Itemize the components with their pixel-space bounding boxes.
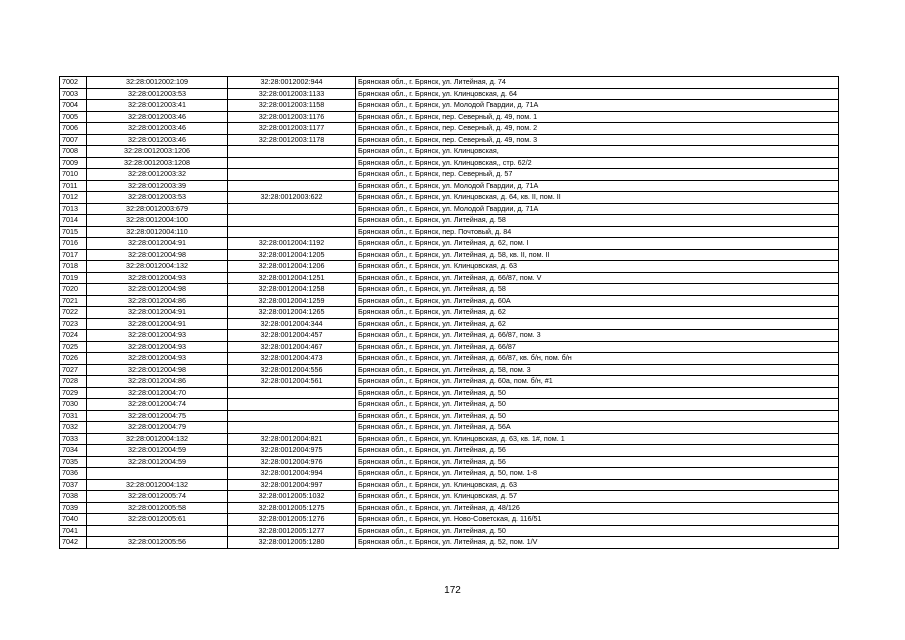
address-cell: Брянская обл., г. Брянск, ул. Литейная, д. 50, пом. 1-8 [356,468,839,480]
object-cadastral-number-cell: 32:28:0012003:1133 [228,88,356,100]
address-cell: Брянская обл., г. Брянск, ул. Клинцовская, д. 64 [356,88,839,100]
table-row [60,238,839,250]
row-number-cell: 7024 [60,330,87,342]
object-cadastral-number-cell [228,169,356,181]
object-cadastral-number-cell [228,410,356,422]
object-cadastral-number-cell: 32:28:0012004:975 [228,445,356,457]
cadastral-number-cell: 32:28:0012004:132 [87,479,228,491]
registry-table [59,76,839,549]
object-cadastral-number-cell [228,226,356,238]
address-cell: Брянская обл., г. Брянск, ул. Литейная, д. 62 [356,307,839,319]
object-cadastral-number-cell: 32:28:0012004:994 [228,468,356,480]
table-row [60,100,839,112]
address-cell: Брянская обл., г. Брянск, ул. Литейная, д. 66/87, пом. 3 [356,330,839,342]
table-row [60,422,839,434]
address-cell: Брянская обл., г. Брянск, пер. Северный, д. 49, пом. 1 [356,111,839,123]
cadastral-number-cell: 32:28:0012004:79 [87,422,228,434]
table-row [60,353,839,365]
row-number-cell: 7037 [60,479,87,491]
object-cadastral-number-cell: 32:28:0012005:1275 [228,502,356,514]
cadastral-number-cell: 32:28:0012005:58 [87,502,228,514]
table-row [60,88,839,100]
table-row [60,203,839,215]
object-cadastral-number-cell: 32:28:0012003:1178 [228,134,356,146]
row-number-cell: 7032 [60,422,87,434]
row-number-cell: 7034 [60,445,87,457]
table-row [60,146,839,158]
table-row [60,249,839,261]
row-number-cell: 7039 [60,502,87,514]
object-cadastral-number-cell [228,215,356,227]
address-cell: Брянская обл., г. Брянск, ул. Клинцовская, д. 63 [356,261,839,273]
object-cadastral-number-cell [228,146,356,158]
cadastral-number-cell: 32:28:0012003:32 [87,169,228,181]
object-cadastral-number-cell: 32:28:0012005:1276 [228,514,356,526]
row-number-cell: 7005 [60,111,87,123]
address-cell: Брянская обл., г. Брянск, ул. Молодой Гвардии, д. 71А [356,180,839,192]
object-cadastral-number-cell: 32:28:0012004:1265 [228,307,356,319]
table-row [60,180,839,192]
row-number-cell: 7021 [60,295,87,307]
object-cadastral-number-cell: 32:28:0012004:344 [228,318,356,330]
address-cell: Брянская обл., г. Брянск, ул. Литейная, д. 48/126 [356,502,839,514]
row-number-cell: 7040 [60,514,87,526]
address-cell: Брянская обл., г. Брянск, ул. Литейная, д. 58, кв. II, пом. II [356,249,839,261]
address-cell: Брянская обл., г. Брянск, ул. Литейная, д. 58 [356,215,839,227]
table-row [60,514,839,526]
table-row [60,157,839,169]
address-cell: Брянская обл., г. Брянск, ул. Литейная, д. 62 [356,318,839,330]
row-number-cell: 7012 [60,192,87,204]
cadastral-number-cell: 32:28:0012005:61 [87,514,228,526]
row-number-cell: 7038 [60,491,87,503]
cadastral-number-cell: 32:28:0012004:59 [87,445,228,457]
table-row [60,226,839,238]
cadastral-number-cell: 32:28:0012003:1208 [87,157,228,169]
cadastral-number-cell: 32:28:0012004:100 [87,215,228,227]
address-cell: Брянская обл., г. Брянск, ул. Литейная, д. 50 [356,525,839,537]
table-row [60,77,839,89]
address-cell: Брянская обл., г. Брянск, ул. Литейная, д. 58, пом. 3 [356,364,839,376]
object-cadastral-number-cell: 32:28:0012005:1032 [228,491,356,503]
row-number-cell: 7004 [60,100,87,112]
cadastral-number-cell: 32:28:0012004:132 [87,261,228,273]
cadastral-number-cell: 32:28:0012004:110 [87,226,228,238]
row-number-cell: 7014 [60,215,87,227]
cadastral-number-cell: 32:28:0012003:679 [87,203,228,215]
object-cadastral-number-cell: 32:28:0012004:1192 [228,238,356,250]
row-number-cell: 7036 [60,468,87,480]
table-row [60,295,839,307]
row-number-cell: 7026 [60,353,87,365]
row-number-cell: 7019 [60,272,87,284]
object-cadastral-number-cell [228,180,356,192]
row-number-cell: 7015 [60,226,87,238]
object-cadastral-number-cell: 32:28:0012004:473 [228,353,356,365]
address-cell: Брянская обл., г. Брянск, ул. Литейная, д. 66/87, пом. V [356,272,839,284]
cadastral-number-cell: 32:28:0012003:1206 [87,146,228,158]
row-number-cell: 7027 [60,364,87,376]
cadastral-number-cell: 32:28:0012004:93 [87,341,228,353]
cadastral-number-cell: 32:28:0012004:98 [87,249,228,261]
table-row [60,433,839,445]
cadastral-number-cell: 32:28:0012004:86 [87,295,228,307]
cadastral-number-cell: 32:28:0012004:74 [87,399,228,411]
address-cell: Брянская обл., г. Брянск, пер. Северный, д. 49, пом. 3 [356,134,839,146]
address-cell: Брянская обл., г. Брянск, пер. Почтовый, д. 84 [356,226,839,238]
cadastral-number-cell: 32:28:0012004:93 [87,353,228,365]
cadastral-number-cell: 32:28:0012004:75 [87,410,228,422]
row-number-cell: 7008 [60,146,87,158]
object-cadastral-number-cell: 32:28:0012003:1177 [228,123,356,135]
cadastral-number-cell: 32:28:0012004:91 [87,318,228,330]
object-cadastral-number-cell: 32:28:0012005:1277 [228,525,356,537]
object-cadastral-number-cell [228,387,356,399]
table-row [60,468,839,480]
row-number-cell: 7003 [60,88,87,100]
address-cell: Брянская обл., г. Брянск, ул. Литейная, д. 60А [356,295,839,307]
cadastral-number-cell: 32:28:0012002:109 [87,77,228,89]
table-row [60,318,839,330]
cadastral-number-cell: 32:28:0012004:98 [87,364,228,376]
object-cadastral-number-cell: 32:28:0012004:1205 [228,249,356,261]
table-row [60,111,839,123]
table-row [60,272,839,284]
object-cadastral-number-cell: 32:28:0012004:976 [228,456,356,468]
row-number-cell: 7025 [60,341,87,353]
row-number-cell: 7030 [60,399,87,411]
address-cell: Брянская обл., г. Брянск, ул. Литейная, д. 50 [356,387,839,399]
object-cadastral-number-cell [228,422,356,434]
address-cell: Брянская обл., г. Брянск, пер. Северный, д. 49, пом. 2 [356,123,839,135]
row-number-cell: 7020 [60,284,87,296]
row-number-cell: 7011 [60,180,87,192]
cadastral-number-cell: 32:28:0012004:98 [87,284,228,296]
object-cadastral-number-cell: 32:28:0012004:1259 [228,295,356,307]
address-cell: Брянская обл., г. Брянск, ул. Литейная, д. 56А [356,422,839,434]
row-number-cell: 7007 [60,134,87,146]
address-cell: Брянская обл., г. Брянск, ул. Литейная, д. 50 [356,410,839,422]
cadastral-number-cell: 32:28:0012004:59 [87,456,228,468]
cadastral-number-cell: 32:28:0012003:41 [87,100,228,112]
address-cell: Брянская обл., г. Брянск, ул. Литейная, д. 56 [356,445,839,457]
object-cadastral-number-cell: 32:28:0012003:1176 [228,111,356,123]
address-cell: Брянская обл., г. Брянск, ул. Литейная, д. 58 [356,284,839,296]
cadastral-number-cell: 32:28:0012004:132 [87,433,228,445]
table-row [60,215,839,227]
cadastral-number-cell: 32:28:0012003:53 [87,192,228,204]
object-cadastral-number-cell: 32:28:0012004:1206 [228,261,356,273]
object-cadastral-number-cell: 32:28:0012003:622 [228,192,356,204]
object-cadastral-number-cell: 32:28:0012002:944 [228,77,356,89]
object-cadastral-number-cell: 32:28:0012004:1258 [228,284,356,296]
address-cell: Брянская обл., г. Брянск, ул. Ново-Советская, д. 116/51 [356,514,839,526]
object-cadastral-number-cell: 32:28:0012003:1158 [228,100,356,112]
row-number-cell: 7002 [60,77,87,89]
row-number-cell: 7016 [60,238,87,250]
table-row [60,445,839,457]
row-number-cell: 7022 [60,307,87,319]
table-row [60,169,839,181]
table-row [60,341,839,353]
table-row [60,456,839,468]
row-number-cell: 7029 [60,387,87,399]
object-cadastral-number-cell [228,399,356,411]
address-cell: Брянская обл., г. Брянск, ул. Клинцовская, д. 63 [356,479,839,491]
object-cadastral-number-cell: 32:28:0012004:1251 [228,272,356,284]
table-row [60,307,839,319]
table-row [60,261,839,273]
cadastral-number-cell: 32:28:0012004:91 [87,307,228,319]
cadastral-number-cell [87,525,228,537]
object-cadastral-number-cell: 32:28:0012004:556 [228,364,356,376]
row-number-cell: 7023 [60,318,87,330]
cadastral-number-cell: 32:28:0012003:46 [87,111,228,123]
row-number-cell: 7009 [60,157,87,169]
address-cell: Брянская обл., г. Брянск, ул. Литейная, д. 66/87, кв. б/н, пом. б/н [356,353,839,365]
object-cadastral-number-cell: 32:28:0012004:997 [228,479,356,491]
row-number-cell: 7033 [60,433,87,445]
object-cadastral-number-cell: 32:28:0012004:467 [228,341,356,353]
address-cell: Брянская обл., г. Брянск, ул. Клинцовская,, стр. 62/2 [356,157,839,169]
table-row [60,387,839,399]
table-row [60,491,839,503]
object-cadastral-number-cell: 32:28:0012004:821 [228,433,356,445]
table-row [60,134,839,146]
cadastral-number-cell: 32:28:0012005:74 [87,491,228,503]
table-row [60,537,839,549]
table-row [60,284,839,296]
row-number-cell: 7035 [60,456,87,468]
table-row [60,525,839,537]
table-row [60,399,839,411]
cadastral-number-cell: 32:28:0012003:46 [87,123,228,135]
address-cell: Брянская обл., г. Брянск, ул. Литейная, д. 56 [356,456,839,468]
address-cell: Брянская обл., г. Брянск, ул. Литейная, д. 74 [356,77,839,89]
page-number: 172 [444,585,461,596]
table-row [60,376,839,388]
row-number-cell: 7028 [60,376,87,388]
cadastral-number-cell: 32:28:0012003:46 [87,134,228,146]
object-cadastral-number-cell: 32:28:0012004:457 [228,330,356,342]
object-cadastral-number-cell [228,203,356,215]
cadastral-number-cell: 32:28:0012004:93 [87,330,228,342]
table-row [60,410,839,422]
row-number-cell: 7031 [60,410,87,422]
address-cell: Брянская обл., г. Брянск, ул. Клинцовская, д. 57 [356,491,839,503]
address-cell: Брянская обл., г. Брянск, пер. Северный, д. 57 [356,169,839,181]
cadastral-number-cell: 32:28:0012004:70 [87,387,228,399]
row-number-cell: 7042 [60,537,87,549]
table-row [60,502,839,514]
address-cell: Брянская обл., г. Брянск, ул. Молодой Гвардии, д. 71А [356,203,839,215]
table-row [60,479,839,491]
cadastral-number-cell: 32:28:0012003:53 [87,88,228,100]
registry-table-body [60,77,839,549]
address-cell: Брянская обл., г. Брянск, ул. Литейная, д. 60а, пом. б/н, #1 [356,376,839,388]
row-number-cell: 7013 [60,203,87,215]
object-cadastral-number-cell: 32:28:0012005:1280 [228,537,356,549]
address-cell: Брянская обл., г. Брянск, ул. Литейная, д. 66/87 [356,341,839,353]
row-number-cell: 7006 [60,123,87,135]
object-cadastral-number-cell: 32:28:0012004:561 [228,376,356,388]
address-cell: Брянская обл., г. Брянск, ул. Литейная, д. 52, пом. 1/V [356,537,839,549]
row-number-cell: 7010 [60,169,87,181]
table-row [60,364,839,376]
address-cell: Брянская обл., г. Брянск, ул. Клинцовская, д. 64, кв. II, пом. II [356,192,839,204]
address-cell: Брянская обл., г. Брянск, ул. Клинцовская, [356,146,839,158]
cadastral-number-cell: 32:28:0012004:86 [87,376,228,388]
row-number-cell: 7018 [60,261,87,273]
table-row [60,330,839,342]
cadastral-number-cell [87,468,228,480]
object-cadastral-number-cell [228,157,356,169]
table-row [60,192,839,204]
cadastral-number-cell: 32:28:0012004:93 [87,272,228,284]
row-number-cell: 7017 [60,249,87,261]
row-number-cell: 7041 [60,525,87,537]
address-cell: Брянская обл., г. Брянск, ул. Молодой Гвардии, д. 71А [356,100,839,112]
address-cell: Брянская обл., г. Брянск, ул. Клинцовская, д. 63, кв. 1#, пом. 1 [356,433,839,445]
cadastral-number-cell: 32:28:0012003:39 [87,180,228,192]
table-row [60,123,839,135]
cadastral-number-cell: 32:28:0012005:56 [87,537,228,549]
cadastral-number-cell: 32:28:0012004:91 [87,238,228,250]
address-cell: Брянская обл., г. Брянск, ул. Литейная, д. 50 [356,399,839,411]
address-cell: Брянская обл., г. Брянск, ул. Литейная, д. 62, пом. I [356,238,839,250]
